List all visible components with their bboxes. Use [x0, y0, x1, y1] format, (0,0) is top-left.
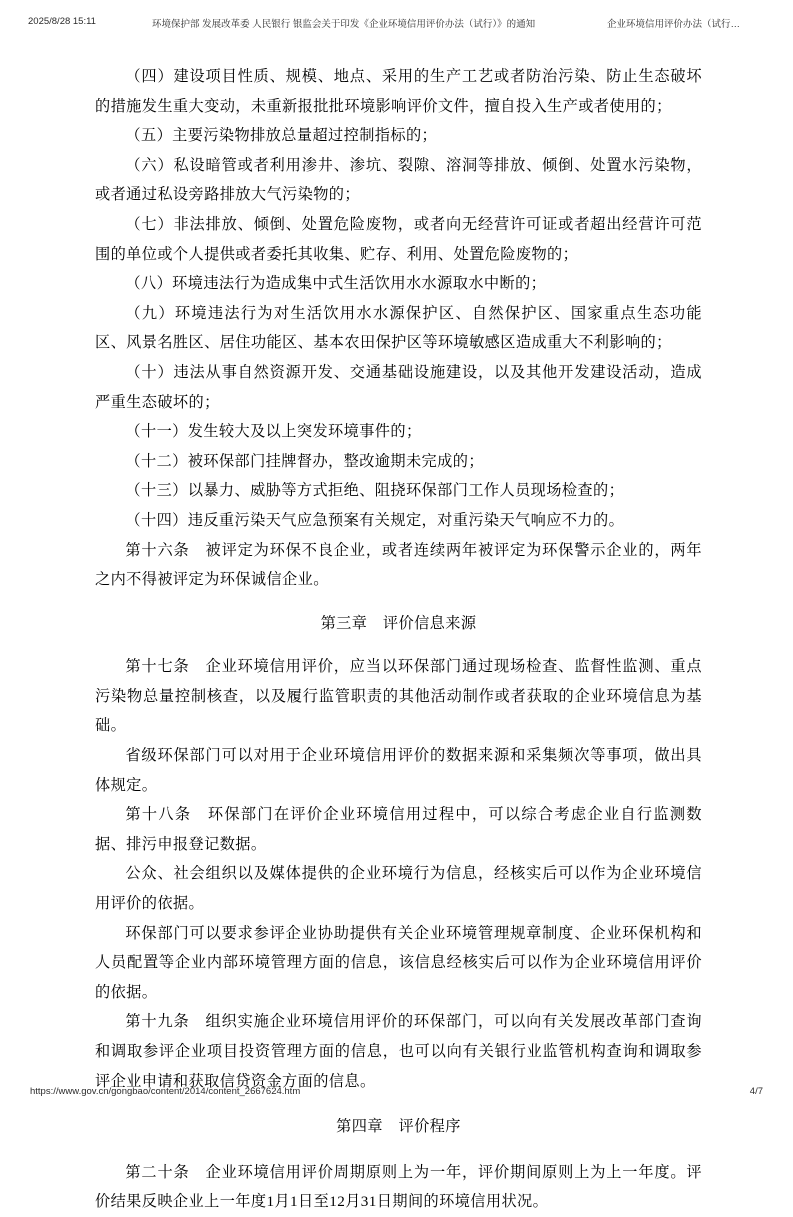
paragraph-spacer: [95, 638, 702, 652]
paragraph: （九）环境违法行为对生活饮用水水源保护区、自然保护区、国家重点生态功能区、风景名胜区、居住功能区、基本农田保护区等环境敏感区造成重大不利影响的；: [95, 304, 702, 352]
document-body: [95, 62, 702, 1217]
source-url: https://www.gov.cn/gongbao/content/2014/content_2667624.htm: [30, 1086, 301, 1097]
paragraph: （四）建设项目性质、规模、地点、采用的生产工艺或者防治污染、防止生态破坏的措施发生重大变动，未重新报批批环境影响评价文件，擅自投入生产或者使用的；: [95, 68, 702, 115]
paragraph: （十二）被环保部门挂牌督办，整改逾期未完成的；: [125, 452, 484, 470]
paragraph: 省级环保部门可以对用于企业环境信用评价的数据来源和采集频次等事项，做出具体规定。: [95, 747, 702, 794]
page-number: 4/7: [749, 1086, 763, 1097]
paragraph: 环保部门可以要求参评企业协助提供有关企业环境管理规章制度、企业环保机构和人员配置等企业内部环境管理方面的信息，该信息经核实后可以作为企业环境信用评价的依据。: [95, 924, 702, 1001]
paragraph-spacer: [95, 595, 702, 609]
paragraph: （七）非法排放、倾倒、处置危险废物，或者向无经营许可证或者超出经营许可范围的单位或个人提供或者委托其收集、贮存、利用、处置危险废物的；: [95, 215, 702, 263]
paragraph: （八）环境违法行为造成集中式生活饮用水水源取水中断的；: [125, 275, 547, 293]
paragraph: 第二十条 企业环境信用评价周期原则上为一年，评价期间原则上为上一年度。评价结果反映企业上一年度1月1日至12月31日期间的环境信用状况。: [95, 1163, 702, 1211]
print-date: 2025/8/28 15:11: [28, 16, 96, 27]
chapter-heading: 第四章 评价程序: [336, 1118, 461, 1136]
chapter-heading: 第三章 评价信息来源: [320, 614, 477, 632]
paragraph: （五）主要污染物排放总量超过控制指标的；: [125, 127, 438, 145]
paragraph: （十四）违反重污染天气应急预案有关规定，对重污染天气响应不力的。: [125, 511, 625, 529]
paragraph-spacer: [95, 1142, 702, 1158]
paragraph: 第十八条 环保部门在评价企业环境信用过程中，可以综合考虑企业自行监测数据、排污申报登记数据。: [95, 806, 702, 853]
paragraph: 第十六条 被评定为环保不良企业，或者连续两年被评定为环保警示企业的，两年之内不得被评定为环保诚信企业。: [95, 541, 702, 589]
paragraph: 第十九条 组织实施企业环境信用评价的环保部门，可以向有关发展改革部门查询和调取参评企业项目投资管理方面的信息，也可以向有关银行业监管机构查询和调取参评企业申请和获取信贷资金方面的信息。: [95, 1013, 702, 1090]
paragraph: （十三）以暴力、威胁等方式拒绝、阻挠环保部门工作人员现场检查的；: [125, 482, 625, 500]
paragraph: 第十七条 企业环境信用评价，应当以环保部门通过现场检查、监督性监测、重点污染物总量控制核查，以及履行监管职责的其他活动制作或者获取的企业环境信息为基础。: [95, 658, 702, 735]
print-footer: [0, 1086, 793, 1100]
print-document-title: 环境保护部 发展改革委 人民银行 银监会关于印发《企业环境信用评价办法（试行）》的通知: [152, 19, 536, 30]
paragraph: （六）私设暗管或者利用渗井、渗坑、裂隙、溶洞等排放、倾倒、处置水污染物，或者通过私设旁路排放大气污染物的；: [95, 156, 702, 204]
print-document-subtitle: 企业环境信用评价办法（试行…: [607, 19, 741, 30]
print-header: [0, 16, 793, 30]
paragraph: （十一）发生较大及以上突发环境事件的；: [125, 423, 422, 441]
paragraph: 公众、社会组织以及媒体提供的企业环境行为信息，经核实后可以作为企业环境信用评价的依据。: [95, 865, 702, 913]
paragraph: （十）违法从事自然资源开发、交通基础设施建设，以及其他开发建设活动，造成严重生态破坏的；: [95, 363, 702, 411]
